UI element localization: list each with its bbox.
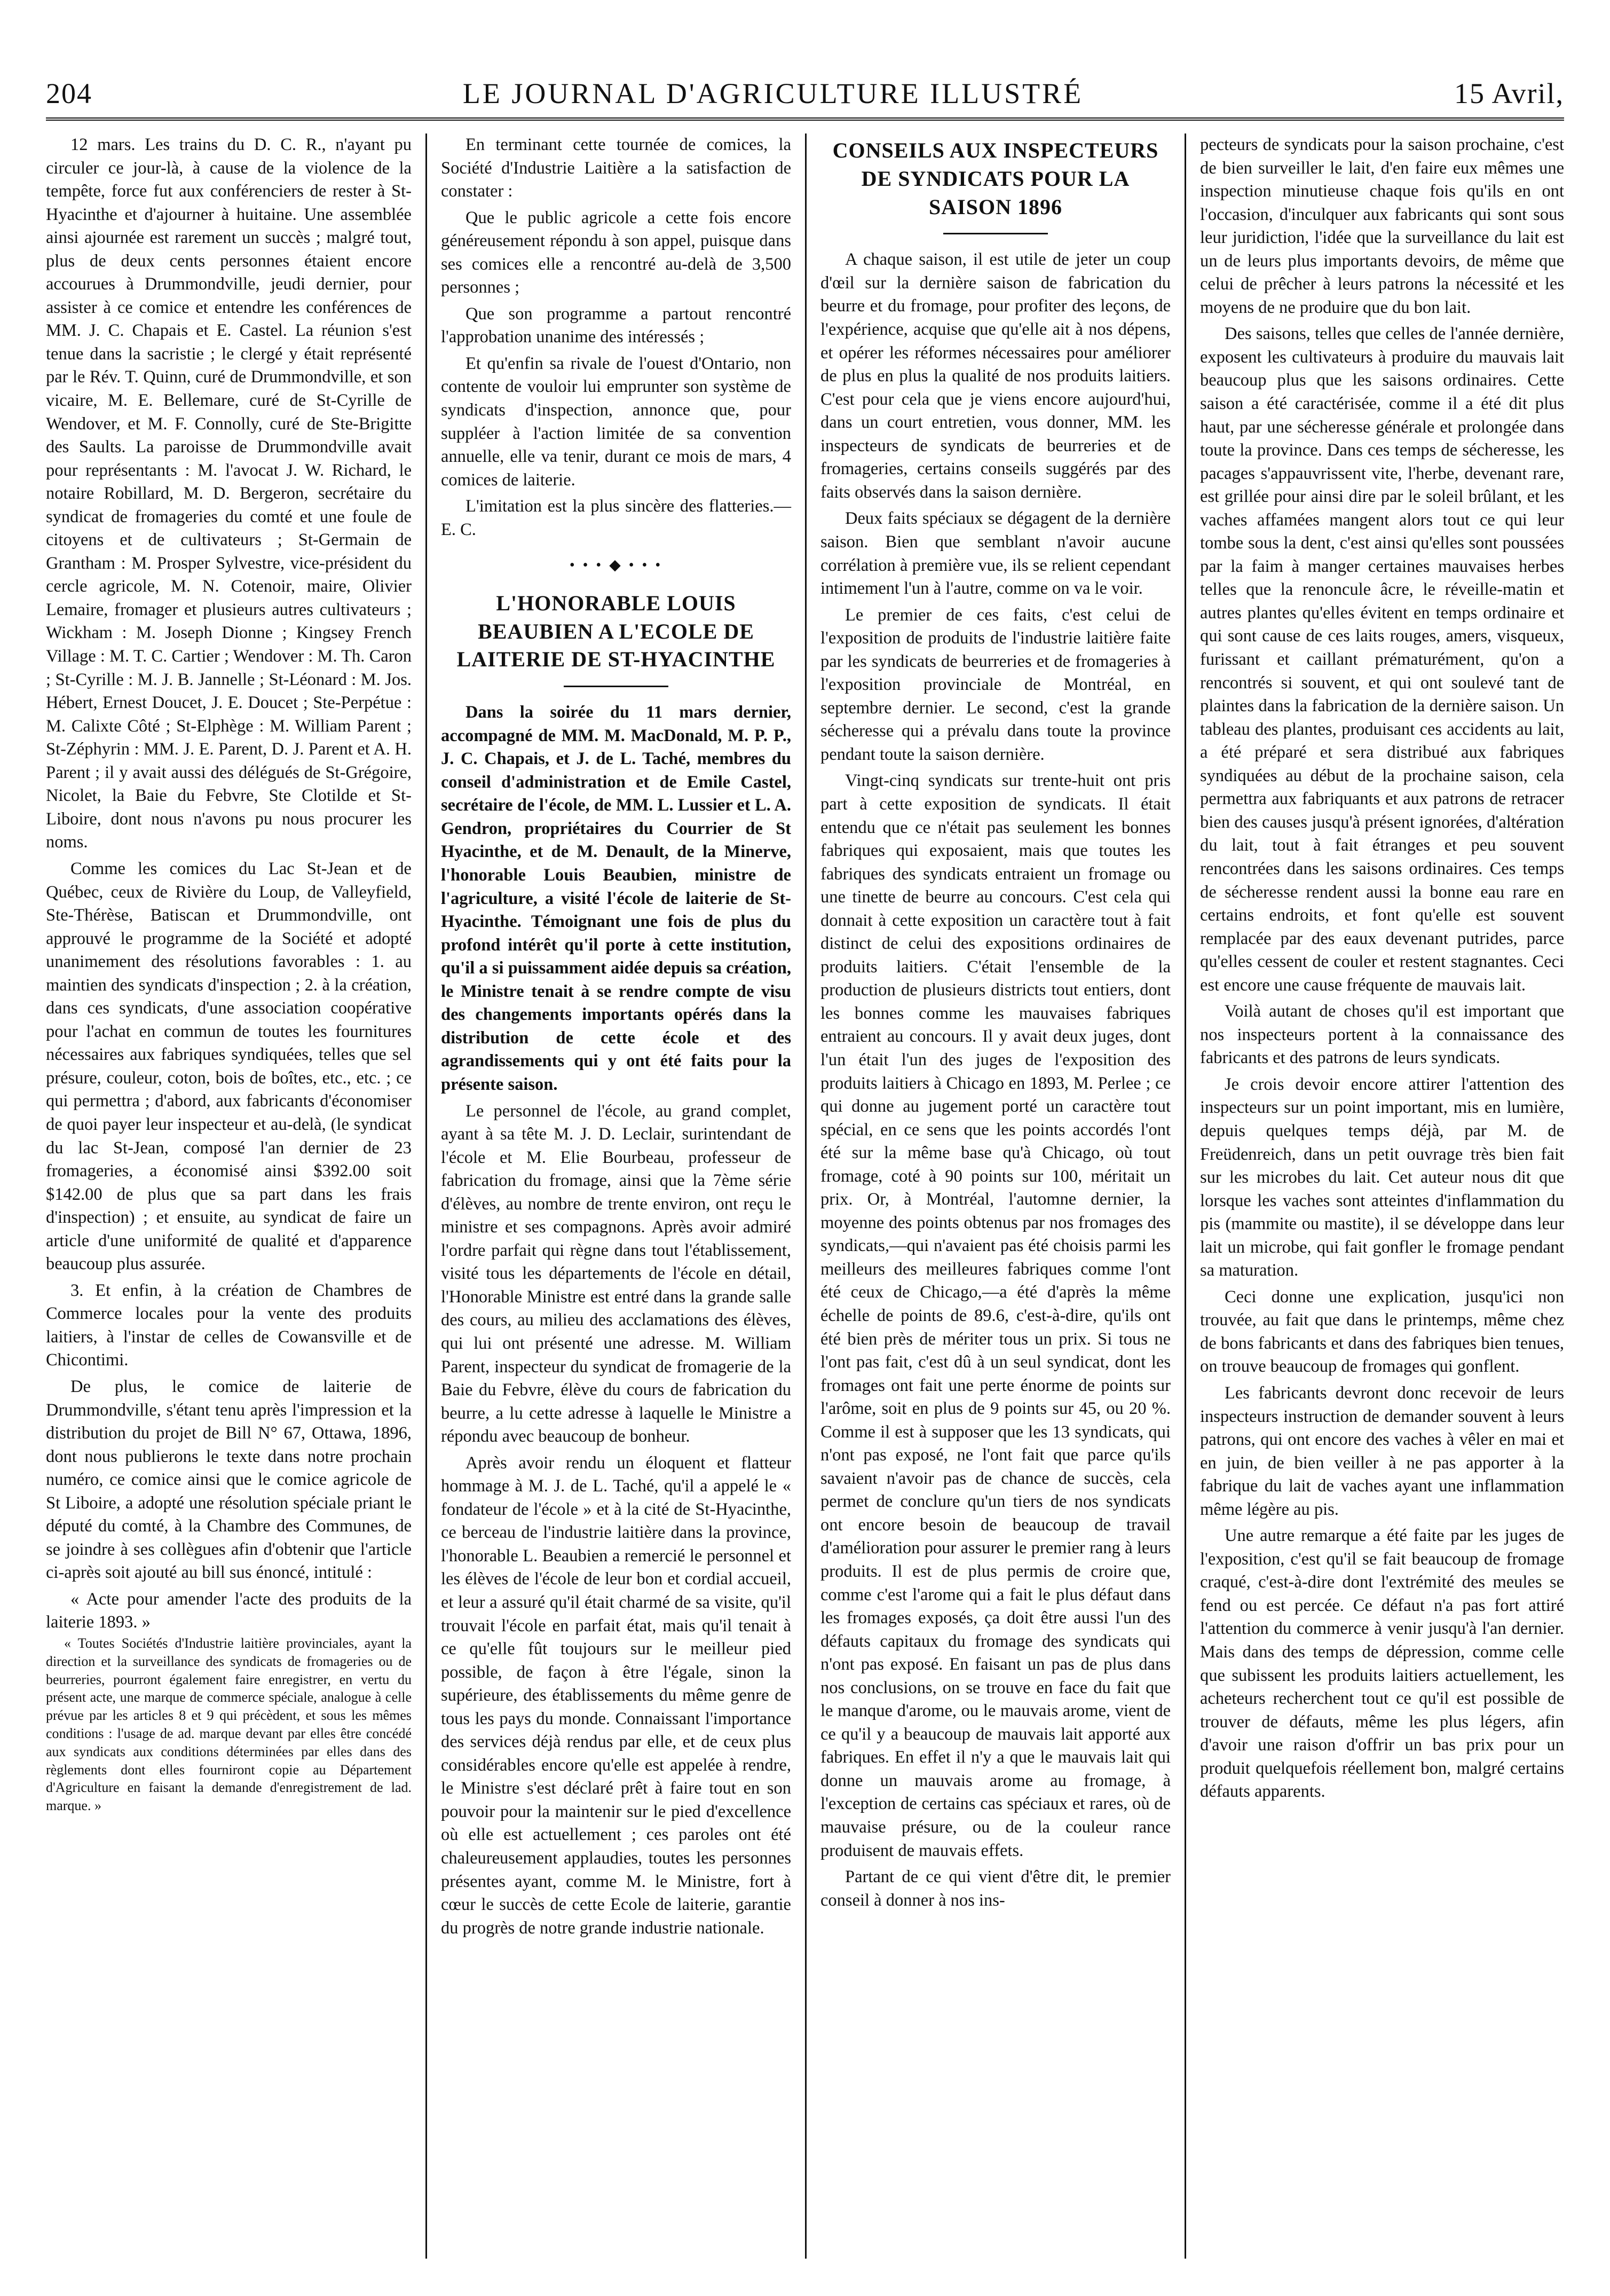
paragraph: A chaque saison, il est utile de jeter un coup d'œil sur la dernière saison de fabrication du beurre et du fromage, pour profiter des leçons, de l'expérience, acquise que qu'elle ait à nos dépens, et opérer les réformes nécessaires pour améliorer de plus en plus la qualité de nos produits laitiers. C'est pour cela que je viens encore aujourd'hui, dans un court entretien, vous donner, MM. les inspecteurs de syndicats de beurreries et de fromageries, certains conseils suggérés par des faits observés dans la saison dernière. bbox=[820, 250, 1171, 502]
column-2 bbox=[425, 133, 805, 2259]
paragraph: Que le public agricole a cette fois encore généreusement répondu à son appel, puisque dans ses comices elle a rencontré au-delà de 3,500 personnes ; bbox=[441, 208, 791, 297]
paragraph: Et qu'enfin sa rivale de l'ouest d'Ontario, non contente de vouloir lui emprunter son système de syndicats d'inspection, annonce que, pour suppléer à l'action limitée de sa convention annuelle, elle va tenir, durant ce mois de mars, 4 comices de laiterie. bbox=[441, 353, 791, 490]
paragraph: Ceci donne une explication, jusqu'ici non trouvée, au fait que dans le printemps, même chez de bons fabricants et dans des fabriques bien tenues, on trouve beaucoup de fromages qui gonflent. bbox=[1200, 1287, 1564, 1377]
paragraph: Des saisons, telles que celles de l'année dernière, exposent les cultivateurs à produire du mauvais lait beaucoup plus que les saisons ordinaires. Cette saison a été caractérisée, comme il a été dit plus haut, par une sécheresse générale et prolongée dans toute la province. Dans ces temps de sécheresse, les pacages s'appauvrissent vite, l'herbe, devenant rare, est grillée pour ainsi dire par le soleil brûlant, et les vaches affamées mangent alors tout ce qui leur tombe sous la dent, c'est ainsi qu'elles sont poussées par la faim à manger certaines mauvaises herbes telles que la renoncule âcre, le réveille-matin et autres plantes qu'elles évitent en temps ordinaire et qui sont cause de ces laits rouges, amers, visqueux, furissant et caillant prématurément, qu'on a rencontrés si souvent, et qui ont soulevé tant de plaintes dans la fabrication de la dernière saison. Un tableau des plantes, produisant ces accidents au lait, a été préparé et sera distribué aux fabriques syndiquées au début de la prochaine saison, cela permettra aux fabriquants et aux patrons de retracer bien des causes jusqu'à présent ignorées, d'altération du lait, tout à fait étranges et peu souvent rencontrées dans les saisons ordinaires. Ces temps de sécheresse rendent aussi la bonne eau rare en certains endroits, et font qu'elle est souvent remplacée par des eaux devenant putrides, parce qu'elles cessent de couler et restent stagnantes. Ceci est encore une cause fréquente de mauvais lait. bbox=[1200, 324, 1564, 995]
paragraph: Le premier de ces faits, c'est celui de l'exposition de produits de l'industrie laitière faite par les syndicats de beurreries et de fromageries à l'exposition provinciale de Montréal, en septembre dernier. Le second, c'est la grande sécheresse qui a prévalu dans toute la province pendant toute la saison dernière. bbox=[820, 605, 1171, 764]
paragraph: L'imitation est la plus sincère des flatteries.—E. C. bbox=[441, 497, 791, 539]
paragraph: Que son programme a partout rencontré l'approbation unanime des intéressés ; bbox=[441, 304, 791, 347]
paragraph: En terminant cette tournée de comices, la Société d'Industrie Laitière a la satisfaction de constater : bbox=[441, 135, 791, 201]
paragraph: De plus, le comice de laiterie de Drummondville, s'étant tenu après l'impression et la distribution du projet de Bill N° 67, Ottawa, 1896, dont nous publierons le texte dans notre prochain numéro, ce comice ainsi que le comice agricole de St Liboire, a adopté une résolution spéciale priant le député du comté, à la Chambre des Communes, de se joindre à ses collègues afin d'obtenir que l'article ci-après soit ajouté au bill sus énoncé, intitulé : bbox=[46, 1377, 412, 1583]
paragraph: Le personnel de l'école, au grand complet, ayant à sa tête M. J. D. Leclair, surintendant de l'école et M. Elie Bourbeau, professeur de fabrication du fromage, ainsi que la 7ème série d'élèves, au nombre de trente environ, ont reçu le ministre et ses compagnons. Après avoir admiré l'ordre parfait qui règne dans tout l'établissement, visité tous les départements de l'école en détail, l'Honorable Ministre est entré dans la grande salle des cours, au milieu des acclamations des élèves, qui lui ont présenté une adresse. M. William Parent, inspecteur du syndicat de fromagerie de la Baie du Febvre, élève du cours de fabrication du beurre, a lu cette adresse à laquelle le Ministre a répondu avec beaucoup de bonheur. bbox=[441, 1101, 791, 1446]
paragraph: 3. Et enfin, à la création de Chambres de Commerce locales pour la vente des produits laitiers, à l'instar de celles de Cowansville et de Chicontimi. bbox=[46, 1280, 412, 1370]
paragraph: Partant de ce qui vient d'être dit, le premier conseil à donner à nos ins- bbox=[820, 1867, 1171, 1910]
lead-paragraph: Dans la soirée du 11 mars dernier, accompagné de MM. M. MacDonald, M. P. P., J. C. Chapais, et J. de L. Taché, membres du conseil d'administration et de Emile Castel, secrétaire de l'école, de MM. L. Lussier et L. A. Gendron, propriétaires du Courrier de St Hyacinthe, et de M. Denault, de la Minerve, l'honorable Louis Beaubien, ministre de l'agriculture, a visité l'école de laiterie de St-Hyacinthe. Témoignant une fois de plus du profond intérêt qu'il porte à cette institution, qu'il a si puissamment aidée depuis sa création, le Ministre tenait à se rendre compte de visu des changements importants opérés dans la distribution de cette école et des agrandissements qui y ont été faits pour la présente saison. bbox=[441, 703, 791, 1094]
section-separator: • • • ◆ • • • bbox=[569, 557, 663, 574]
paragraph: Les fabricants devront donc recevoir de leurs inspecteurs instruction de demander souvent à leurs patrons, qui ont encore des vaches à vêler en mai et en juin, de bien veiller à ne pas apporter à la fabrique du lait de vaches ayant une inflammation même légère au pis. bbox=[1200, 1383, 1564, 1519]
paragraph: Je crois devoir encore attirer l'attention des inspecteurs sur un point important, mis en lumière, depuis quelques temps déjà, par M. de Freüdenreich, dans un petit ouvrage très bien fait sur les microbes du lait. Cet auteur nous dit que lorsque les vaches sont atteintes d'inflammation du pis (mammite ou mastite), il se développe dans leur lait un microbe, qui fait gonfler le fromage pendant sa maturation. bbox=[1200, 1074, 1564, 1280]
column-3 bbox=[805, 133, 1185, 2259]
issue-date: 15 Avril, bbox=[1454, 77, 1564, 109]
quote-text: « Toutes Sociétés d'Industrie laitière provinciales, ayant la direction et la surveillance des syndicats de fromageries ou de beurreries, pourront également faire enregistrer, en vertu du présent acte, une marque de commerce spéciale, analogue à celle prévue par les articles 8 et 9 qui précèdent, et sous les mêmes conditions : l'usage de ad. marque devant par elles être concédé aux syndicats aux conditions déterminées par elles dans des règlements dont elles fourniront copie au Département d'Agriculture en faisant la demande d'enregistrement de lad. marque. » bbox=[46, 1635, 412, 1814]
paragraph: Deux faits spéciaux se dégagent de la dernière saison. Bien que semblant n'avoir aucune corrélation à première vue, ils se relient cependant intimement l'un à l'autre, comme on va le voir. bbox=[820, 509, 1171, 599]
paragraph: Voilà autant de choses qu'il est important que nos inspecteurs portent à la connaissance des fabricants et des patrons de leurs syndicats. bbox=[1200, 1002, 1564, 1068]
journal-title: LE JOURNAL D'AGRICULTURE ILLUSTRÉ bbox=[462, 77, 1084, 109]
headline-rule bbox=[943, 233, 1048, 234]
article-headline: CONSEILS AUX INSPECTEURS DE SYNDICATS POUR LA SAISON 1896 bbox=[832, 138, 1159, 219]
page-header bbox=[46, 69, 1564, 121]
bill-quote bbox=[46, 1634, 412, 1815]
column-4 bbox=[1185, 133, 1564, 2259]
paragraph: Une autre remarque a été faite par les juges de l'exposition, c'est qu'il se fait beaucoup de fromage craqué, c'est-à-dire dont l'extrémité des meules se fend ou est percée. Ce défaut n'a pas fort attiré l'attention du commerce à venir jusqu'à l'an dernier. Mais dans des temps de dépression, comme celle que subissent les produits laitiers actuellement, les acheteurs recherchent tout ce qu'il est possible de trouver de défauts, même les plus légers, afin d'avoir une raison d'offrir un bas prix pour un produit quelquefois réellement bon, malgré certains défauts apparents. bbox=[1200, 1526, 1564, 1802]
page-number: 204 bbox=[46, 77, 92, 109]
paragraph: 12 mars. Les trains du D. C. R., n'ayant pu circuler ce jour-là, à cause de la violence de la tempête, force fut aux conférenciers de rester à St-Hyacinthe et d'ajourner à huitaine. Une assemblée ainsi ajournée est rarement un succès ; malgré tout, plus de deux cents personnes étaient encore accourues à Drummondville, jeudi dernier, pour assister à ce comice et entendre les conférences de MM. J. C. Chapais et E. Castel. La réunion s'est tenue dans la sacristie ; le clergé y était représenté par le Rév. T. Quinn, curé de Drummondville, et son vicaire, M. E. Bellemare, curé de St-Cyrille de Wendover, et M. F. Connolly, curé de Ste-Brigitte des Saults. La paroisse de Drummondville avait pour représentants : M. l'avocat J. W. Richard, le notaire Robillard, M. D. Bergeron, secrétaire du syndicat de fromageries du comté et une foule de citoyens et de cultivateurs ; St-Germain de Grantham : M. Prosper Sylvestre, vice-président du cercle agricole, M. N. Cotenoir, maire, Olivier Lemaire, fromager et plusieurs autres cultivateurs ; Wickham : M. Joseph Dionne ; Kingsey French Village : M. T. C. Cartier ; Wendover : M. Th. Caron ; St-Cyrille : M. J. B. Jannelle ; St-Léonard : M. Jos. Hébert, Ernest Doucet, J. E. Doucet ; Ste-Perpétue : M. Calixte Côté ; St-Elphège : M. William Parent ; St-Zéphyrin : MM. J. E. Parent, D. J. Parent et A. H. Parent ; il y avait aussi des délégués de St-Grégoire, Nicolet, la Baie du Febvre, Ste Clotilde et St-Liboire, dont nous n'avons pu nous procurer les noms. bbox=[46, 135, 412, 852]
paragraph: pecteurs de syndicats pour la saison prochaine, c'est de bien surveiller le lait, d'en faire eux mêmes une inspection minutieuse chaque fois qu'ils en ont l'occasion, d'inculquer aux fabricants qui sont sous leur juridiction, l'idée que la surveillance du lait est un de leurs plus importants devoirs, de même que celui de prêcher à leurs patrons la nécessité et les moyens de ne produire que du bon lait. bbox=[1200, 135, 1564, 317]
headline-rule bbox=[564, 686, 669, 687]
paragraph: « Acte pour amender l'acte des produits de la laiterie 1893. » bbox=[46, 1589, 412, 1632]
paragraph: Comme les comices du Lac St-Jean et de Québec, ceux de Rivière du Loup, de Valleyfield, Ste-Thérèse, Batiscan et Drummondville, ont approuvé le programme de la Société et adopté unanimement des résolutions favorables : 1. au maintien des syndicats d'inspection ; 2. à la création, dans ces syndicats, d'une association coopérative pour l'achat en commun de toutes les fournitures nécessaires aux fabriques syndiquées, telles que sel présure, couleur, coton, bois de boîtes, etc., etc. ; ce qui permettra ; d'abord, aux fabricants d'économiser de quoi payer leur inspecteur et au-delà, (le syndicat du lac St-Jean, composé l'an dernier de 23 fromageries, a économisé ainsi $392.00 soit $142.00 de plus que sa part dans les frais d'inspection) ; et ensuite, au syndicat de faire un article d'une uniformité de qualité et d'apparence beaucoup plus assurée. bbox=[46, 859, 412, 1274]
article-headline: L'HONORABLE LOUIS BEAUBIEN A L'ECOLE DE LAITERIE DE ST-HYACINTHE bbox=[456, 591, 776, 672]
paragraph: Vingt-cinq syndicats sur trente-huit ont pris part à cette exposition de syndicats. Il était entendu que ce n'était pas seulement les bonnes fabriques qui exposaient, mais que toutes les fabriques des syndicats entraient un fromage ou une tinette de beurre au concours. C'est cela qui donnait à cette exposition un caractère tout à fait distinct de celui des expositions ordinaires de produits laitiers. C'était l'ensemble de la production de plusieurs districts tout entiers, dont les bonnes comme les mauvaises fabriques entraient au concours. Il y avait deux juges, dont l'un était l'un des juges de l'exposition des produits laitiers à Chicago en 1893, M. Perlee ; ce qui donne au jugement porté un caractère tout spécial, en ce sens que les points accordés l'ont été sur la même base qu'à Chicago, où tout fromage, coté à 90 points sur 100, méritait un prix. Or, à Montréal, l'automne dernier, la moyenne des points obtenus par nos fromages des syndicats,—qui n'avaient pas été choisis parmi les meilleurs des meilleures fabriques comme l'ont été ceux de Chicago,—a été d'après la même échelle de points de 89.6, c'est-à-dire, qu'ils ont été bien près de mériter tous un prix. Si tous ne l'ont pas fait, c'est dû à un seul syndicat, dont les fromages ont fait une perte énorme de points sur l'arôme, soit en plus de 9 points sur 45, ou 20 %. Comme il est à supposer que les 13 syndicats, qui n'ont pas exposé, ne l'ont fait que parce qu'ils savaient n'avoir pas de chance de succès, cela permet de conclure qu'un tiers de nos syndicats ont encore besoin de beaucoup de travail d'amélioration pour assurer le premier rang à leurs produits. Il est de plus permis de croire que, comme c'est l'arome qui a fait le plus défaut dans les fromages exposés, ça doit être aussi l'un des défauts capitaux du fromage des syndicats qui n'ont pas exposé. En faisant un pas de plus dans nos conclusions, on se trouve en face du fait que le manque d'arome, ou le mauvais arome, vient de ce qu'il y a beaucoup de mauvais lait apporté aux fabriques. En effet il n'y a que le mauvais lait qui donne un mauvais arome au fromage, à l'exception de certains cas spéciaux et rares, où de mauvaise présure, ou de la couleur rance produisent de mauvais effets. bbox=[820, 771, 1171, 1860]
article-columns bbox=[46, 133, 1564, 2259]
paragraph: Après avoir rendu un éloquent et flatteur hommage à M. J. de L. Taché, qu'il a appelé le « fondateur de l'école » et à la cité de St-Hyacinthe, ce berceau de l'industrie laitière dans la province, l'honorable L. Beaubien a remercié le personnel et les élèves de l'école de leur bon et cordial accueil, et leur a assuré qu'il était charmé de sa visite, qu'il trouvait l'école en parfait état, mais qu'il tenait à ce qu'elle fût toujours sur le meilleur pied possible, de façon à être l'égale, sinon la supérieure, des établissements du même genre de tous les pays du monde. Connaissant l'importance des services déjà rendus par elle, et de ceux plus considérables encore qu'elle est appelée à rendre, le Ministre s'est déclaré prêt à faire tout en son pouvoir pour la maintenir sur le pied d'excellence où elle est actuellement ; ces paroles ont été chaleureusement applaudies, toutes les personnes présentes ayant, comme M. le Ministre, fort à cœur le succès de cette Ecole de laiterie, garantie du progrès de notre grande industrie nationale. bbox=[441, 1453, 791, 1938]
column-1 bbox=[46, 133, 425, 2259]
